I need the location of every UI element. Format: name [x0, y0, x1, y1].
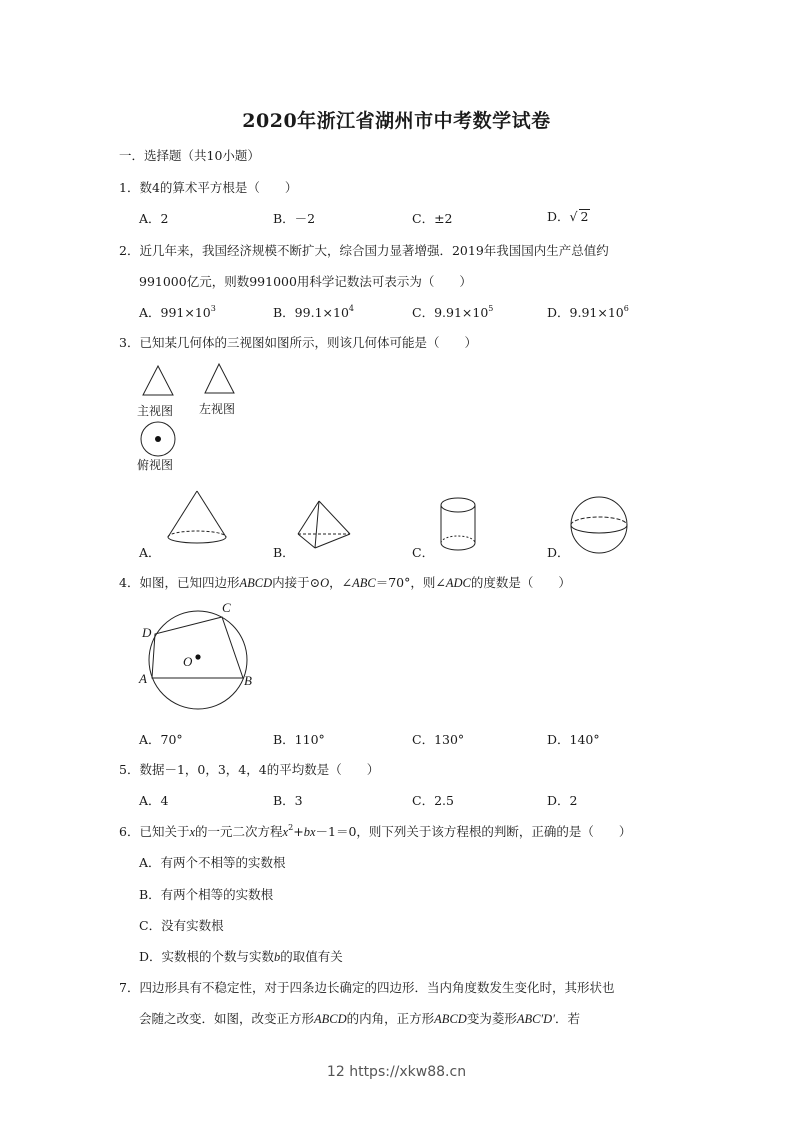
option-text: D．实数根的个数与实数: [139, 949, 275, 964]
q3-option-a: A．: [139, 545, 161, 560]
point-label: O: [183, 654, 193, 669]
sqrt-radicand: 2: [580, 209, 589, 224]
q4-option-a: A．70°: [139, 732, 183, 747]
math-op: +: [293, 824, 304, 839]
question-number: 5．: [119, 762, 140, 777]
q1-option-b: B．－2: [273, 211, 316, 226]
point-label: C: [222, 600, 231, 615]
front-view-label: 主视图: [137, 404, 174, 418]
math-var: ABCD: [239, 576, 273, 590]
exponent: 5: [488, 304, 494, 313]
option-text: 的取值有关: [280, 949, 343, 964]
math-var: ABCD: [314, 1012, 347, 1026]
question-text: 内接于⊙: [272, 575, 321, 590]
exponent: 4: [348, 304, 354, 313]
q6-option-b: B．有两个相等的实数根: [139, 887, 274, 902]
q3-option-c: C．: [412, 545, 435, 560]
q6-option-c: C．没有实数根: [139, 918, 224, 933]
question-6: [119, 822, 631, 840]
question-number: 1．: [119, 180, 140, 195]
label-a: [139, 671, 147, 687]
section-heading: 一．选择题（共10小题）: [119, 148, 260, 163]
question-text: 数据－1，0，3，4，4的平均数是（ ）: [139, 762, 380, 777]
page-footer: [0, 1064, 793, 1080]
question-text: ＝70°，则∠: [375, 575, 446, 590]
q6-option-a: A．有两个不相等的实数根: [139, 855, 286, 870]
exponent: 2: [288, 823, 294, 832]
option-text: C．9.91×10: [412, 305, 489, 320]
question-text: 已知某几何体的三视图如图所示，则该几何体可能是（ ）: [139, 335, 477, 350]
math-var: ABCD: [434, 1012, 467, 1026]
question-7-line-1: [119, 978, 614, 996]
q4-option-b: B．110°: [273, 732, 325, 747]
option-text: B．99.1×10: [273, 305, 349, 320]
q4-option-c: C．130°: [412, 732, 465, 747]
sqrt-symbol: √: [569, 209, 578, 224]
label-d: [142, 625, 151, 641]
question-number: 3．: [119, 335, 140, 350]
question-text: ，∠: [329, 575, 353, 590]
math-var: O: [320, 576, 330, 590]
math-var: bx: [303, 825, 316, 839]
exponent: 6: [623, 304, 629, 313]
question-number: 6．: [119, 824, 140, 839]
question-text: 已知关于: [139, 824, 190, 839]
question-number: 4．: [119, 575, 140, 590]
label-b: [244, 673, 252, 689]
q5-option-d: D．2: [547, 793, 578, 808]
question-number: 2．: [119, 243, 140, 258]
source-url: https://xkw88.cn: [349, 1064, 467, 1080]
point-label: A: [139, 671, 147, 686]
math-var: x: [189, 825, 196, 839]
q4-option-d: D．140°: [547, 732, 600, 747]
label-o: [183, 654, 192, 670]
point-label: D: [142, 625, 152, 640]
question-text: 如图，已知四边形: [139, 575, 240, 590]
label-c: [222, 600, 231, 616]
q5-option-b: B．3: [273, 793, 303, 808]
q3-option-d: D．: [547, 545, 570, 560]
q5-option-c: C．2.5: [412, 793, 454, 808]
q1-option-a: A．2: [139, 211, 169, 226]
exponent: 3: [210, 304, 216, 313]
exam-title: 2020年浙江省湖州市中考数学试卷: [242, 110, 551, 132]
question-text: 数4的算术平方根是（ ）: [139, 180, 298, 195]
option-text: D．9.91×10: [547, 305, 624, 320]
question-text: 的内角，正方形: [346, 1011, 435, 1026]
question-text: 的度数是（ ）: [470, 575, 571, 590]
math-var: ABC′D′: [516, 1012, 555, 1026]
math-var: ABC: [352, 576, 376, 590]
top-view-label: 俯视图: [137, 458, 174, 472]
q6-option-d: [139, 947, 343, 965]
question-text: ．若: [554, 1011, 580, 1026]
q1-option-c: C．±2: [412, 211, 453, 226]
question-text: 变为菱形: [466, 1011, 517, 1026]
left-view-label: 左视图: [199, 402, 236, 416]
math-var: ADC: [445, 576, 471, 590]
question-text: －1＝0，则下列关于该方程根的判断，正确的是（ ）: [315, 824, 632, 839]
question-5: [119, 760, 379, 778]
question-7-line-2: [139, 1009, 580, 1027]
math-var: x: [282, 825, 289, 839]
option-text: A．991×10: [139, 305, 211, 320]
option-label: D．: [547, 209, 570, 224]
math-var: b: [274, 950, 281, 964]
point-label: B: [244, 673, 252, 688]
question-text: 近几年来，我国经济规模不断扩大，综合国力显著增强．2019年我国国内生产总值约: [139, 243, 609, 258]
page-number: 12: [326, 1064, 345, 1080]
question-text: 的一元二次方程: [195, 824, 283, 839]
q3-option-b: B．: [273, 545, 295, 560]
question-2-line-2: 991000亿元，则数991000用科学记数法可表示为（ ）: [139, 274, 472, 289]
question-number: 7．: [119, 980, 140, 995]
q5-option-a: A．4: [139, 793, 169, 808]
question-text: 会随之改变．如图，改变正方形: [139, 1011, 315, 1026]
question-text: 四边形具有不稳定性，对于四条边长确定的四边形．当内角度数发生变化时，其形状也: [139, 980, 615, 995]
